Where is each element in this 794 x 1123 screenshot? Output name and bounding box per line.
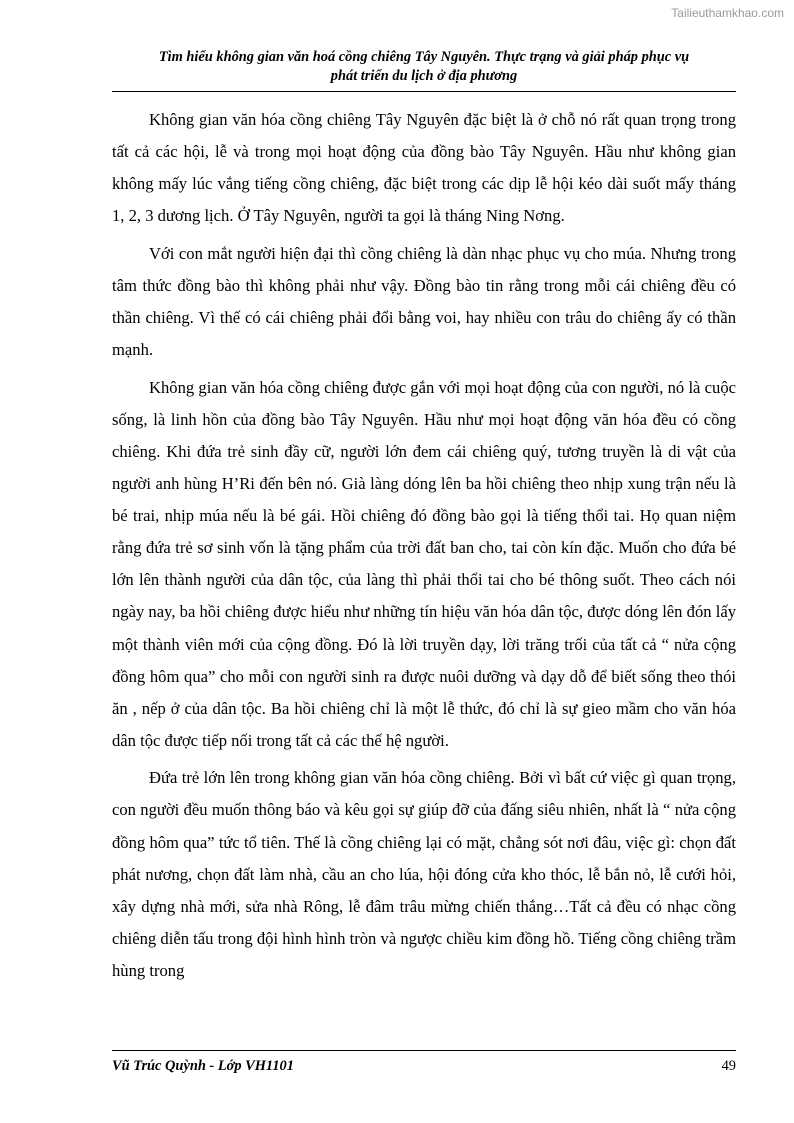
page-number: 49 (721, 1058, 736, 1074)
paragraph: Với con mắt người hiện đại thì cồng chiêng là dàn nhạc phục vụ cho múa. Nhưng trong tâm thức đồng bào thì không phải như vậy. Đồng bào tin rằng trong mỗi cái chiêng đều có thần chiêng. Vì thế có cái chiêng phải đổi bằng voi, hay nhiều con trâu do chiêng ấy có thần mạnh. (112, 243, 736, 360)
header-divider (112, 91, 736, 92)
watermark: Tailieuthamkhao.com (671, 6, 784, 20)
paragraph: Đứa trẻ lớn lên trong không gian văn hóa cồng chiêng. Bởi vì bất cứ việc gì quan trọng, con người đều muốn thông báo và kêu gọi sự giúp đỡ của đấng siêu nhiên, nhất là “ nửa cộng đồng hôm qua” tức tổ tiên. Thế là cồng chiêng lại có mặt, chẳng sót nơi đâu, việc gì: chọn đất phát nương, chọn đất làm nhà, cầu an cho lúa, hội đóng cửa kho thóc, lễ bắn nỏ, lễ cưới hỏi, xây dựng nhà mới, sửa nhà Rông, lễ đâm trâu mừng chiến thắng…Tất cả đều có nhạc cồng chiêng diễn tấu trong đội hình hình tròn và ngược chiều kim đồng hồ. Tiếng cồng chiêng trầm hùng trong (112, 768, 736, 980)
paragraph: Không gian văn hóa cồng chiêng được gắn với mọi hoạt động của con người, nó là cuộc sống, là linh hồn của đồng bào Tây Nguyên. Hầu như mọi hoạt động văn hóa đều có cồng chiêng. Khi đứa trẻ sinh đầy cữ, người lớn đem cái chiêng quý, tương truyền là di vật của người anh hùng H’Ri đến bên nó. Già làng dóng lên ba hồi chiêng theo nhịp xung trận nếu là bé trai, nhịp múa nếu là bé gái. Hồi chiêng đó đồng bào gọi là tiếng thổi tai. Họ quan niệm rằng đứa trẻ sơ sinh vốn là tặng phẩm của trời đất ban cho, tai còn kín đặc. Muốn cho đứa bé lớn lên thành người của dân tộc, của làng thì phải thổi tai cho bé thông suốt. Theo cách nói ngày nay, ba hồi chiêng được hiểu như những tín hiệu văn hóa dân tộc, được dóng lên đón lấy một thành viên mới của cộng đồng. Đó là lời truyền dạy, lời trăng trối của tất cả “ nửa cộng đồng hôm qua” cho mỗi con người sinh ra được nuôi dưỡng và dạy dỗ để biết sống theo thói ăn , nếp ở của dân tộc. Ba hồi chiêng chỉ là một lễ thức, đó chỉ là sự gieo mầm cho văn hóa dân tộc được tiếp nối trong tất cả các thế hệ người. (112, 377, 736, 750)
header-title-line-1: Tìm hiểu không gian văn hoá cồng chiêng Tây Nguyên. Thực trạng và giải pháp phục vụ (158, 49, 690, 65)
running-header (112, 48, 736, 86)
footer-author: Vũ Trúc Quỳnh - Lớp VH1101 (112, 1058, 294, 1074)
body-text (112, 104, 736, 987)
header-title-line-2: phát triển du lịch ở địa phương (330, 68, 518, 84)
footer-divider (112, 1050, 736, 1051)
paragraph: Không gian văn hóa cồng chiêng Tây Nguyên đặc biệt là ở chỗ nó rất quan trọng trong tất cả các hội, lễ và trong mọi hoạt động của đồng bào Tây Nguyên. Hầu như không gian không mấy lúc vắng tiếng cồng chiêng, đặc biệt trong các dịp lễ hội kéo dài suốt mấy tháng 1, 2, 3 dương lịch. Ở Tây Nguyên, người ta gọi là tháng Ning Nơng. (112, 110, 736, 226)
